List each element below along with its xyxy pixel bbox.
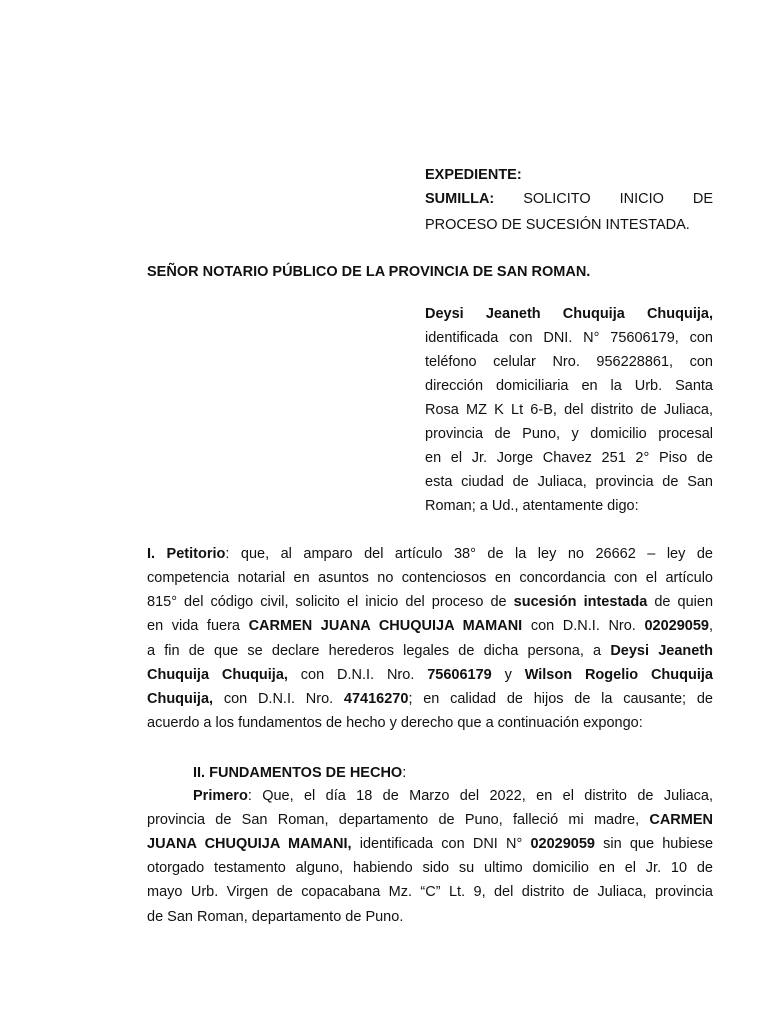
petitorio-line [147, 614, 713, 638]
primero-line: de San Roman, departamento de Puno. [147, 909, 404, 925]
expediente-line [425, 163, 713, 187]
petitorio-text: : que, al amparo del artículo 38° de la ley no 26662 – ley de [225, 546, 713, 562]
primero-line [147, 808, 713, 832]
heir-name: Chuquija, [147, 691, 214, 707]
primero-label: Primero [193, 788, 248, 804]
deceased-name: JUANA CHUQUIJA MAMANI, [147, 836, 352, 852]
primero-text: provincia de San Roman, departamento de Puno, falleció mi madre, [147, 812, 650, 828]
deceased-name: CARMEN JUANA CHUQUIJA MAMANI [248, 618, 523, 634]
fundamentos-title [193, 761, 406, 785]
sumilla-line-1 [425, 187, 713, 211]
petitorio-line: acuerdo a los fundamentos de hecho y derecho que a continuación expongo: [147, 715, 643, 731]
petitioner-line: esta ciudad de Juliaca, provincia de San [425, 474, 713, 490]
petitioner-name: Deysi Jeaneth Chuquija Chuquija, [425, 306, 713, 322]
fundamentos-colon: : [402, 765, 407, 781]
primero-line [193, 784, 713, 808]
petitorio-text: , [708, 618, 713, 634]
petitioner-line: teléfono celular Nro. 956228861, con [425, 354, 713, 370]
heir-name: Wilson Rogelio Chuquija [524, 667, 713, 683]
primero-line [147, 832, 713, 856]
primero-line: otorgado testamento alguno, habiendo sido su ultimo domicilio en el Jr. 10 de [147, 860, 713, 876]
petitioner-line: dirección domiciliaria en la Urb. Santa [425, 378, 713, 394]
sumilla-text-2: PROCESO DE SUCESIÓN INTESTADA. [425, 217, 690, 233]
petitorio-text: y [491, 667, 525, 683]
petitorio-line [147, 687, 713, 711]
heir-name: Chuquija Chuquija, [147, 667, 288, 683]
deceased-dni: 02029059 [530, 836, 595, 852]
heir-name: Deysi Jeaneth [610, 643, 713, 659]
petitioner-line: provincia de Puno, y domicilio procesal [425, 426, 713, 442]
deceased-dni: 02029059 [644, 618, 709, 634]
petitioner-line: Roman; a Ud., atentamente digo: [425, 498, 639, 514]
petitorio-line [147, 542, 713, 566]
petitioner-line: Rosa MZ K Lt 6-B, del distrito de Juliaca, [425, 402, 713, 418]
petitorio-line [147, 639, 713, 663]
petitorio-text: de quien [647, 594, 714, 610]
petitorio-line [147, 590, 713, 614]
sumilla-line-2 [425, 213, 713, 237]
petitorio-line: competencia notarial en asuntos no contenciosos en concordancia con el artículo [147, 570, 713, 586]
addressee: SEÑOR NOTARIO PÚBLICO DE LA PROVINCIA DE SAN ROMAN. [147, 264, 591, 280]
petitorio-text: con D.N.I. Nro. [213, 691, 344, 707]
petitioner-line: en el Jr. Jorge Chavez 251 2° Piso de [425, 450, 713, 466]
primero-line: mayo Urb. Virgen de copacabana Mz. “C” Lt. 9, del distrito de Juliaca, provincia [147, 884, 713, 900]
expediente-label: EXPEDIENTE: [425, 167, 522, 183]
petitorio-text: con D.N.I. Nro. [287, 667, 428, 683]
petitorio-text: ; en calidad de hijos de la causante; de [408, 691, 713, 707]
petitorio-text: 815° del código civil, solicito el inicio del proceso de [147, 594, 514, 610]
deceased-name: CARMEN [649, 812, 713, 828]
primero-text: identificada con DNI N° [351, 836, 531, 852]
primero-text: : Que, el día 18 de Marzo del 2022, en el distrito de Juliaca, [247, 788, 713, 804]
petitorio-text: a fin de que se declare herederos legales de dicha persona, a [147, 643, 611, 659]
fundamentos-heading: II. FUNDAMENTOS DE HECHO [193, 765, 403, 781]
petitorio-text: en vida fuera [147, 618, 249, 634]
sumilla-text-1: SOLICITO INICIO DE [523, 191, 713, 207]
petitioner-name-line [425, 302, 713, 326]
petitorio-title: I. Petitorio [147, 546, 226, 562]
heir-dni: 47416270 [343, 691, 409, 707]
sumilla-label: SUMILLA: [425, 191, 495, 207]
primero-text: sin que hubiese [594, 836, 714, 852]
heir-dni: 75606179 [427, 667, 492, 683]
petitorio-text: con D.N.I. Nro. [522, 618, 645, 634]
petitorio-bold: sucesión intestada [513, 594, 648, 610]
petitioner-line: identificada con DNI. N° 75606179, con [425, 330, 713, 346]
petitorio-line [147, 663, 713, 687]
